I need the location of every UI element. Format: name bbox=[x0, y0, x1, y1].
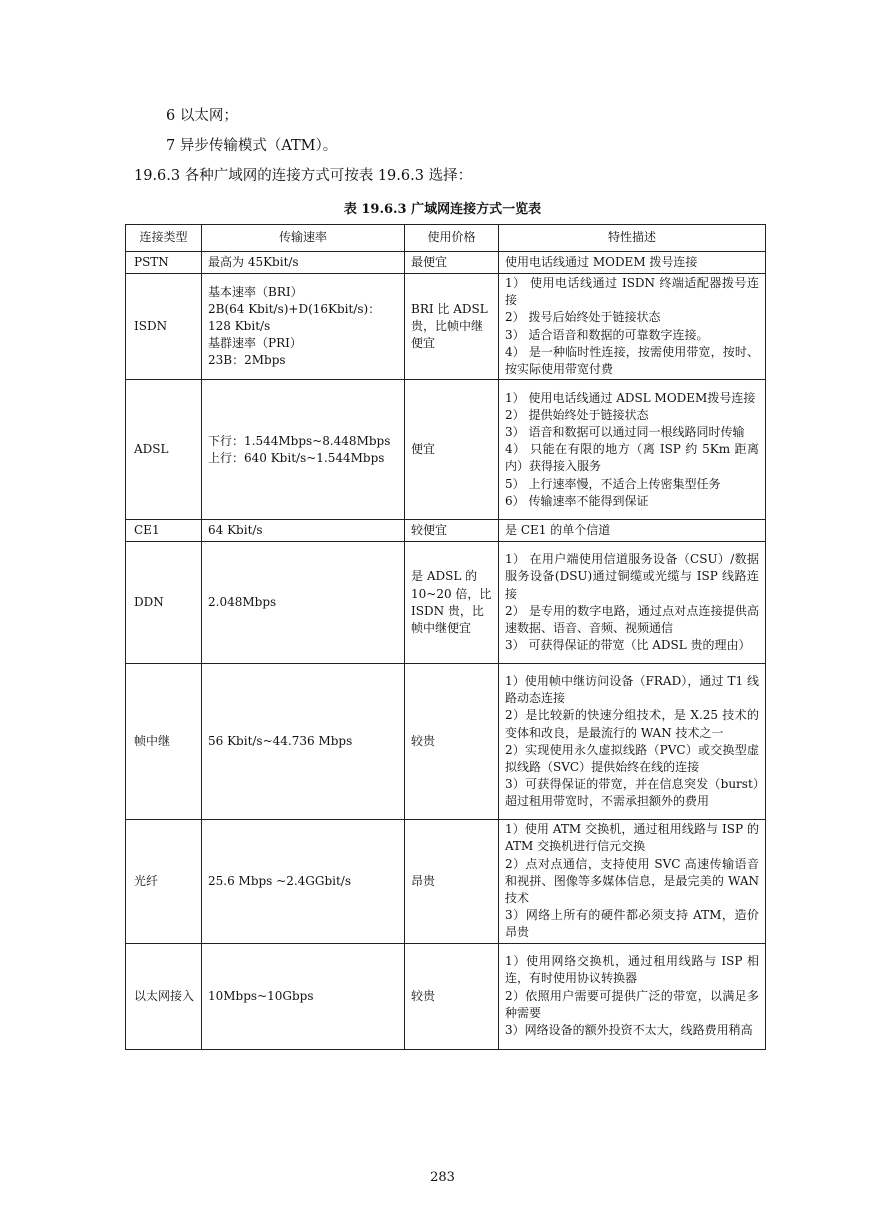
table-row bbox=[126, 542, 766, 664]
rate-line: 10Mbps~10Gbps bbox=[208, 988, 314, 1003]
rate-line: 最高为 45Kbit/s bbox=[208, 254, 299, 269]
cell-connection-type: ADSL bbox=[126, 380, 202, 520]
description-item: 2）点对点通信，支持使用 SVC 高速传输语音和视拼、图像等多媒体信息，是最完美的 WAN 技术 bbox=[505, 856, 759, 906]
cell-transfer-rate bbox=[202, 664, 405, 820]
description-item: 2）实现使用永久虚拟线路（PVC）或交换型虚拟线路（SVC）提供始终在线的连接 bbox=[505, 742, 759, 774]
cell-connection-type: 以太网接入 bbox=[126, 943, 202, 1049]
cell-transfer-rate bbox=[202, 252, 405, 274]
description-item: 1） 在用户端使用信道服务设备（CSU）/数据服务设备(DSU)通过铜缆或光缆与 ISP 线路连接 bbox=[505, 552, 759, 601]
description-item: 3） 可获得保证的带宽（比 ADSL 贵的理由） bbox=[505, 638, 751, 653]
cell-description bbox=[499, 274, 766, 380]
description-item: 1） 使用电话线通过 ISDN 终端适配器拨号连接 bbox=[505, 276, 759, 308]
description-item: 是 CE1 的单个信道 bbox=[505, 523, 611, 538]
rate-line: 基本速率（BRI） bbox=[208, 284, 303, 299]
description-item: 3） 适合语音和数据的可靠数字连接。 bbox=[505, 327, 709, 342]
cell-description bbox=[499, 943, 766, 1049]
cell-price: 最便宜 bbox=[405, 252, 499, 274]
cell-price: 昂贵 bbox=[405, 820, 499, 943]
cell-price: 较贵 bbox=[405, 664, 499, 820]
table-row bbox=[126, 943, 766, 1049]
cell-description bbox=[499, 252, 766, 274]
table-row bbox=[126, 252, 766, 274]
table-body bbox=[126, 252, 766, 1050]
table-row bbox=[126, 520, 766, 542]
cell-price: 便宜 bbox=[405, 380, 499, 520]
header-transfer-rate: 传输速率 bbox=[202, 225, 405, 252]
description-item: 2） 拨号后始终处于链接状态 bbox=[505, 310, 661, 325]
cell-description bbox=[499, 820, 766, 943]
cell-price: 较便宜 bbox=[405, 520, 499, 542]
description-item: 4） 只能在有限的地方（离 ISP 约 5Km 距离内）获得接入服务 bbox=[505, 442, 759, 474]
cell-transfer-rate bbox=[202, 820, 405, 943]
cell-transfer-rate bbox=[202, 274, 405, 380]
rate-line: 2.048Mbps bbox=[208, 595, 277, 610]
cell-connection-type: PSTN bbox=[126, 252, 202, 274]
list-item-atm: 7 异步传输模式（ATM）。 bbox=[166, 138, 338, 154]
description-item: 5） 上行速率慢，不适合上传密集型任务 bbox=[505, 476, 721, 491]
list-item-ethernet: 6 以太网； bbox=[166, 108, 238, 124]
cell-transfer-rate bbox=[202, 380, 405, 520]
header-price: 使用价格 bbox=[405, 225, 499, 252]
cell-connection-type: 帧中继 bbox=[126, 664, 202, 820]
page-number: 283 bbox=[430, 1170, 455, 1185]
rate-line: 下行：1.544Mbps~8.448Mbps bbox=[208, 433, 391, 448]
cell-connection-type: ISDN bbox=[126, 274, 202, 380]
description-item: 2）依照用户需要可提供广泛的带宽，以满足多种需要 bbox=[505, 988, 759, 1020]
table-row bbox=[126, 274, 766, 380]
rate-line: 64 Kbit/s bbox=[208, 523, 263, 538]
rate-line: 128 Kbit/s bbox=[208, 319, 271, 333]
cell-description bbox=[499, 520, 766, 542]
description-item: 2）是比较新的快速分组技术，是 X.25 技术的变体和改良，是最流行的 WAN 技术之一 bbox=[505, 708, 759, 740]
header-description: 特性描述 bbox=[499, 225, 766, 252]
description-item: 2） 是专用的数字电路，通过点对点连接提供高速数据、语音、音频、视频通信 bbox=[505, 603, 759, 635]
cell-price: 较贵 bbox=[405, 943, 499, 1049]
description-item: 1）使用帧中继访问设备（FRAD），通过 T1 线路动态连接 bbox=[505, 673, 759, 706]
rate-line: 2B(64 Kbit/s)+D(16Kbit/s)： bbox=[208, 301, 381, 316]
description-item: 3） 语音和数据可以通过同一根线路同时传输 bbox=[505, 424, 745, 439]
description-item: 6） 传输速率不能得到保证 bbox=[505, 493, 649, 508]
cell-connection-type: DDN bbox=[126, 542, 202, 664]
table-caption: 表 19.6.3 广域网连接方式一览表 bbox=[343, 202, 542, 217]
table-row bbox=[126, 820, 766, 943]
description-item: 1） 使用电话线通过 ADSL MODEM拨号连接 bbox=[505, 390, 756, 405]
rate-line: 23B：2Mbps bbox=[208, 353, 286, 368]
description-item: 2） 提供始终处于链接状态 bbox=[505, 407, 649, 422]
wan-connection-table bbox=[125, 224, 766, 1050]
rate-line: 基群速率（PRI） bbox=[208, 336, 302, 351]
description-item: 4） 是一种临时性连接，按需使用带宽，按时、按实际使用带宽付费 bbox=[505, 344, 759, 377]
section-paragraph: 19.6.3 各种广域网的连接方式可按表 19.6.3 选择： bbox=[134, 168, 473, 184]
rate-line: 25.6 Mbps ~2.4GGbit/s bbox=[208, 873, 352, 888]
table-header-row bbox=[126, 225, 766, 252]
table-row bbox=[126, 664, 766, 820]
description-item: 3）网络设备的额外投资不太大，线路费用稍高 bbox=[505, 1022, 753, 1037]
cell-price: BRI 比 ADSL 贵，比帧中继便宜 bbox=[405, 274, 499, 380]
cell-description bbox=[499, 380, 766, 520]
cell-transfer-rate bbox=[202, 542, 405, 664]
description-item: 3）网络上所有的硬件都必须支持 ATM，造价昂贵 bbox=[505, 908, 759, 940]
cell-transfer-rate bbox=[202, 520, 405, 542]
cell-connection-type: 光纤 bbox=[126, 820, 202, 943]
description-item: 3）可获得保证的带宽，并在信息突发（burst）超过租用带宽时，不需承担额外的费用 bbox=[505, 777, 759, 809]
rate-line: 上行：640 Kbit/s~1.544Mbps bbox=[208, 450, 385, 465]
description-item: 1）使用 ATM 交换机，通过租用线路与 ISP 的 ATM 交换机进行信元交换 bbox=[505, 822, 759, 854]
cell-description bbox=[499, 542, 766, 664]
cell-description bbox=[499, 664, 766, 820]
header-connection-type: 连接类型 bbox=[126, 225, 202, 252]
cell-connection-type: CE1 bbox=[126, 520, 202, 542]
cell-price: 是 ADSL 的 10~20 倍，比 ISDN 贵，比帧中继便宜 bbox=[405, 542, 499, 664]
table-row bbox=[126, 380, 766, 520]
description-item: 1）使用网络交换机，通过租用线路与 ISP 相连，有时使用协议转换器 bbox=[505, 954, 759, 986]
cell-transfer-rate bbox=[202, 943, 405, 1049]
rate-line: 56 Kbit/s~44.736 Mbps bbox=[208, 734, 353, 749]
description-item: 使用电话线通过 MODEM 拨号连接 bbox=[505, 254, 698, 269]
